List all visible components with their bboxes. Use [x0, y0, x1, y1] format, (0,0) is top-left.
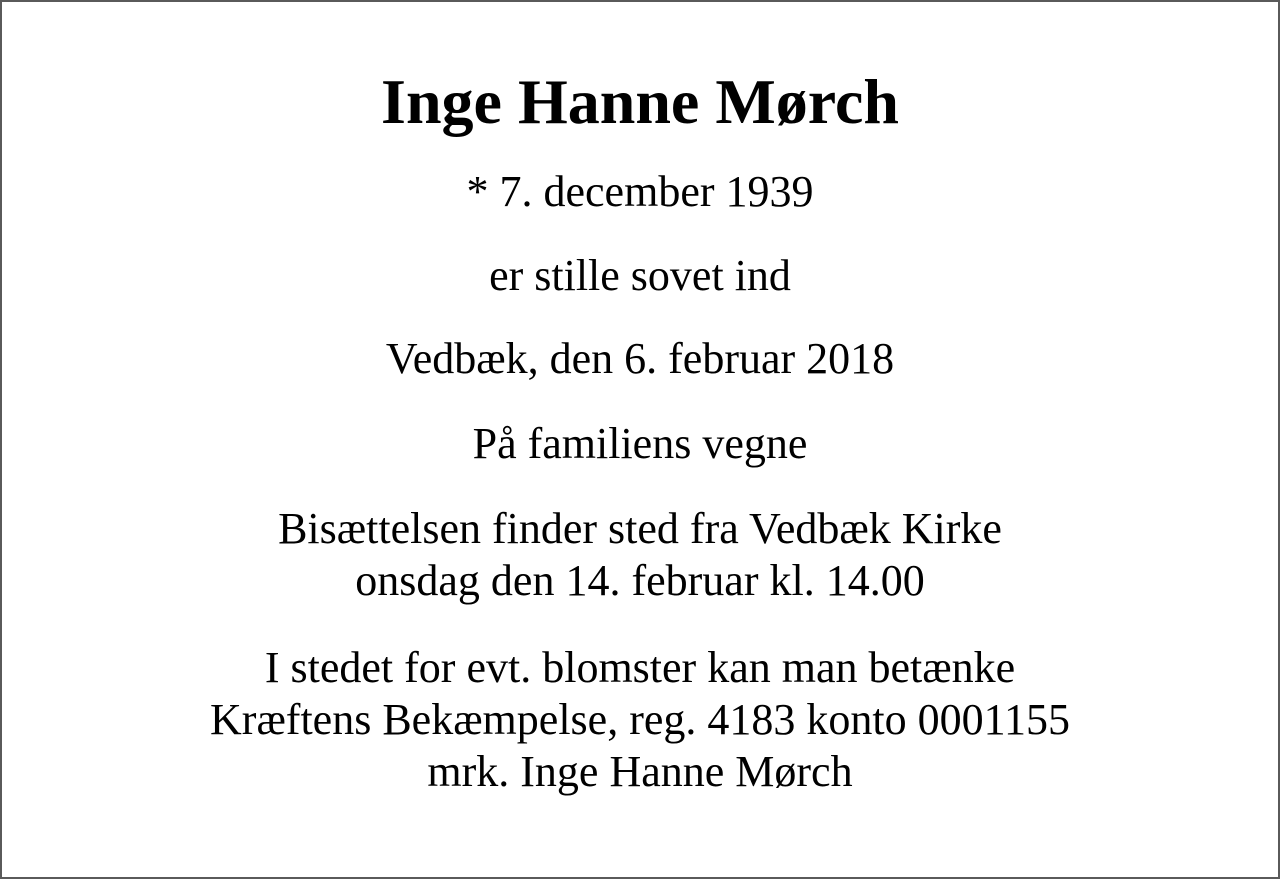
funeral-time: onsdag den 14. februar kl. 14.00 — [355, 556, 925, 605]
donation-info — [2, 642, 1278, 798]
family-signature: På familiens vegne — [472, 419, 808, 468]
place-and-date: Vedbæk, den 6. februar 2018 — [385, 334, 895, 383]
birth-date: * 7. december 1939 — [466, 167, 814, 216]
donation-reference: mrk. Inge Hanne Mørch — [427, 747, 853, 796]
passing-text: er stille sovet ind — [489, 251, 791, 300]
deceased-name: Inge Hanne Mørch — [381, 66, 899, 137]
donation-intro: I stedet for evt. blomster kan man betænke — [264, 643, 1016, 692]
funeral-info — [2, 503, 1278, 607]
funeral-location: Bisættelsen finder sted fra Vedbæk Kirke — [278, 504, 1002, 553]
donation-account: Kræftens Bekæmpelse, reg. 4183 konto 0001155 — [210, 695, 1070, 744]
